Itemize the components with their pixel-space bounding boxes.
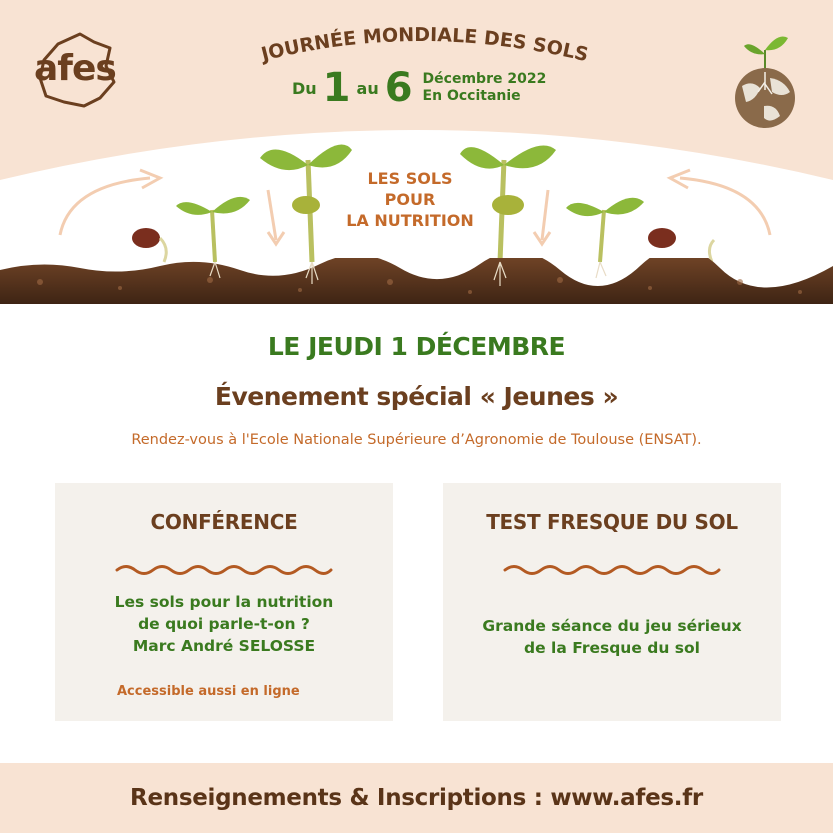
event-title-arc: JOURNÉE MONDIALE DES SOLS [259,23,591,67]
earth-sprout-icon [720,20,810,130]
card-title: CONFÉRENCE [150,510,298,534]
footer [0,763,833,833]
dates-start-day: 1 [322,65,351,111]
footer-contact: Renseignements & Inscriptions : www.afes.fr [130,785,703,811]
wave-divider-icon [115,563,333,577]
wave-divider-icon [503,563,721,577]
card-line: de quoi parle-t-on ? [138,615,310,633]
card-body [443,615,781,659]
dates-du: Du [292,78,317,98]
event-title: Évenement spécial « Jeunes » [214,382,619,411]
slogan-line: LES SOLS [367,169,453,188]
dates-region: En Occitanie [422,88,521,104]
slogan [330,168,490,231]
card-line: Grande séance du jeu sérieux [482,617,742,635]
dates-month-year: Décembre 2022 [422,71,547,87]
card-title: TEST FRESQUE DU SOL [486,510,738,534]
svg-text:JOURNÉE MONDIALE DES SOLS [257,24,590,66]
venue-text: Rendez-vous à l'Ecole Nationale Supérieure d’Agronomie de Toulouse (ENSAT). [131,432,702,448]
dates-details [423,71,547,105]
dates-au: au [356,78,379,98]
soil-strip [0,258,833,304]
card-line: de la Fresque du sol [524,639,700,657]
card-line: Marc André SELOSSE [132,637,316,655]
slogan-line: POUR [384,190,436,209]
slogan-line: LA NUTRITION [346,211,474,230]
event-dates [292,65,547,111]
fresque-card [443,483,781,721]
card-body [55,591,393,657]
afes-logo-text: afes [34,48,116,89]
dates-end-day: 6 [384,65,413,111]
online-note: Accessible aussi en ligne [117,684,300,699]
card-line: Les sols pour la nutrition [114,593,334,611]
conference-card [55,483,393,721]
day-title: LE JEUDI 1 DÉCEMBRE [267,332,566,361]
